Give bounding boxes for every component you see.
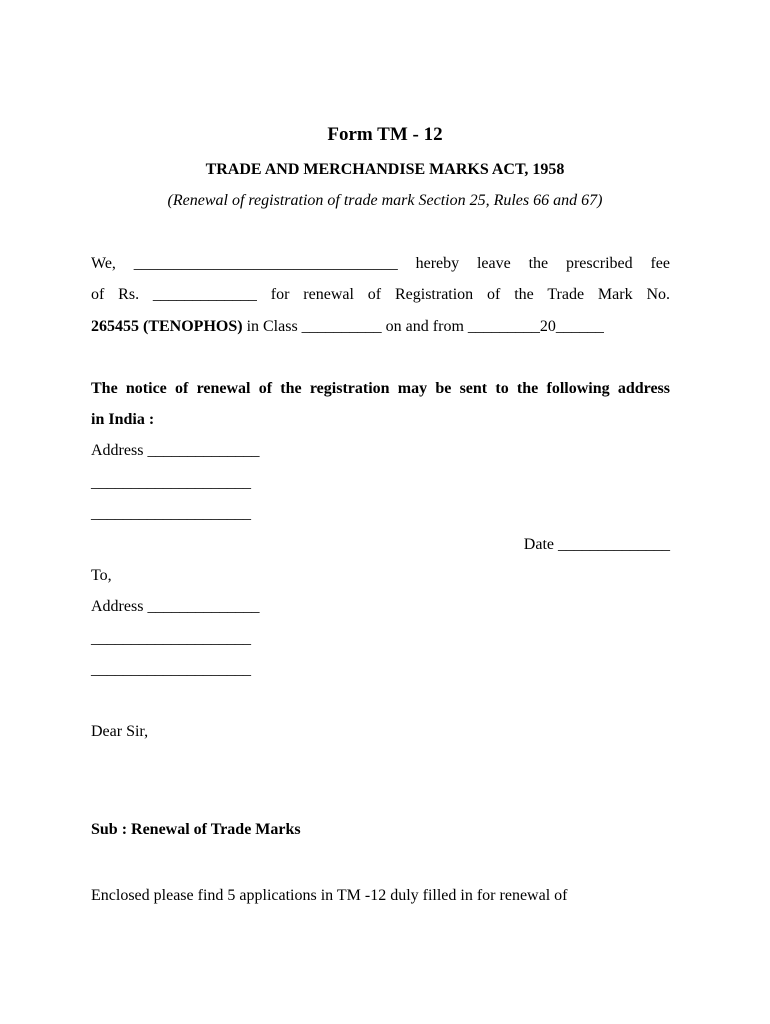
subject-line: Sub : Renewal of Trade Marks xyxy=(91,821,301,838)
to-address-line-2: ____________________ xyxy=(91,630,251,647)
to-address-line-3: ____________________ xyxy=(91,661,251,678)
notice-address-line-2: ____________________ xyxy=(91,474,251,491)
notice-line-1: The notice of renewal of the registration may be sent to the following address xyxy=(91,380,670,397)
enclosure-text: Enclosed please find 5 applications in TM -12 duly filled in for renewal of xyxy=(91,887,568,904)
form-title: Form TM - 12 xyxy=(327,124,443,145)
application-line-2: of Rs. _____________ for renewal of Registration of the Trade Mark No. xyxy=(91,286,670,303)
to-address-label: Address ______________ xyxy=(91,598,260,615)
application-line-3-rest: in Class __________ on and from _________20______ xyxy=(242,318,604,335)
to-label: To, xyxy=(91,567,112,584)
act-title: TRADE AND MERCHANDISE MARKS ACT, 1958 xyxy=(205,161,565,178)
notice-address-label: Address ______________ xyxy=(91,442,260,459)
form-subtitle: (Renewal of registration of trade mark Section 25, Rules 66 and 67) xyxy=(167,192,603,209)
salutation: Dear Sir, xyxy=(91,723,149,740)
trade-mark-number: 265455 (TENOPHOS) xyxy=(91,318,243,335)
notice-address-line-3: ____________________ xyxy=(91,505,251,522)
application-line-1: We, _________________________________ hereby leave the prescribed fee xyxy=(91,255,670,272)
application-line-3 xyxy=(91,318,670,336)
notice-line-2: in India : xyxy=(91,411,155,428)
date-line: Date ______________ xyxy=(523,536,670,553)
